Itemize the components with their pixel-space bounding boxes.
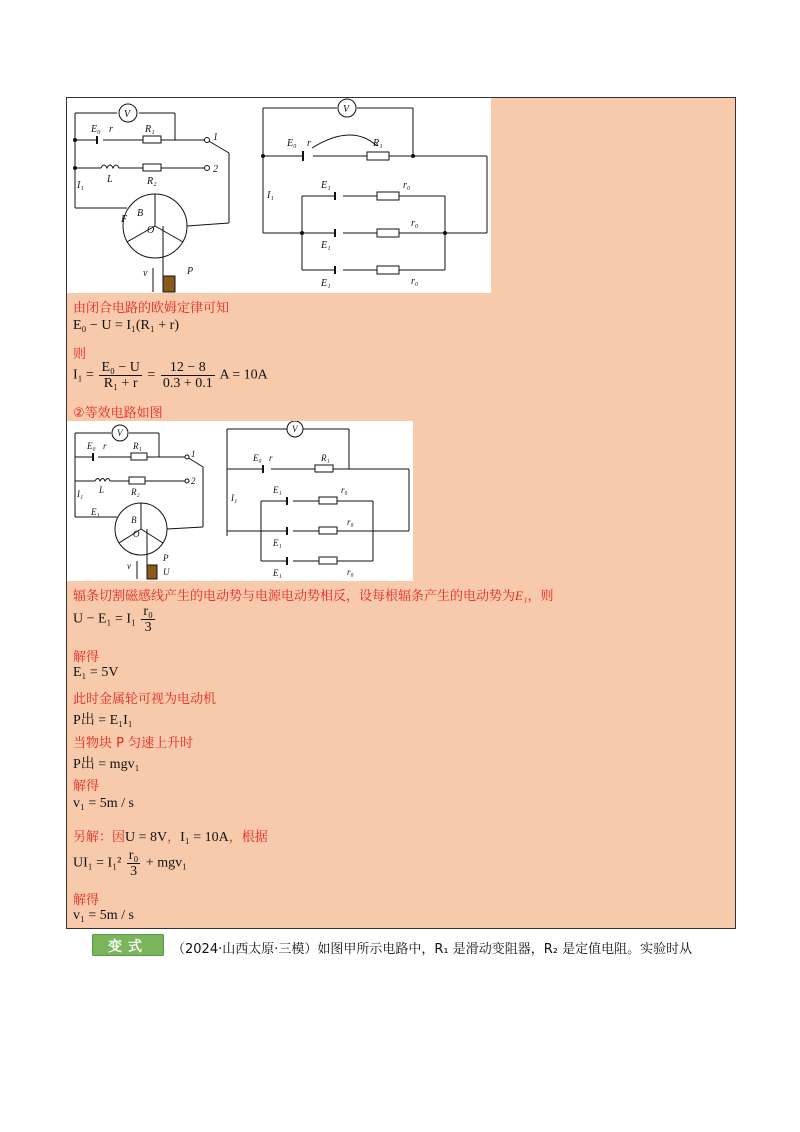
equation-8 <box>73 848 187 879</box>
fig1-i1-label: I₁ <box>77 180 84 191</box>
fig2-p-label: P <box>163 553 169 563</box>
fig1-e1-a-label: E₁ <box>321 180 331 191</box>
equation-9: v₁ = 5m / s <box>73 908 135 923</box>
fig2-right-r1-label: R₁ <box>321 453 330 463</box>
eq3-den: 3 <box>144 620 152 635</box>
fig2-e1-c-label: E₁ <box>273 568 282 578</box>
fig1-right-i1-label: I₁ <box>267 190 274 201</box>
fig1-l-label: L <box>107 174 113 185</box>
solve-text-1: 解得 <box>73 650 100 665</box>
fig2-e1-a-label: E₁ <box>273 485 282 495</box>
equation-2: I₁ = $\frac{\text{E₀ − U}}{\text{R₁ + r}}$ = $\frac{12 - 8}{0.3 + 0.1}$ A = 10A <box>73 360 268 391</box>
fig1-r1-label: R₁ <box>145 124 155 135</box>
alt-suffix: ，根据 <box>228 830 268 845</box>
fig2-right-r-label: r <box>269 453 273 463</box>
alt-solution-line <box>73 826 268 846</box>
fig2-right-e0-label: E₀ <box>253 453 262 463</box>
fig2-l-label: L <box>99 485 105 495</box>
fig1-v-label: V <box>124 109 131 120</box>
variant-badge <box>92 934 164 956</box>
fig2-r0-b-label: r₀ <box>347 517 354 527</box>
fig1-v-speed-label: v <box>143 268 148 279</box>
spoke-emf-var: E₁ <box>515 588 528 603</box>
fig2-v-speed-label: v <box>127 561 131 571</box>
fig2-one-label: 1 <box>191 449 196 459</box>
alt-comma: ， <box>167 830 181 845</box>
eq8-fraction <box>127 848 141 879</box>
equation-6: P出 = mgv₁ <box>73 757 140 772</box>
equation-7: v₁ = 5m / s <box>73 796 135 811</box>
fig1-right-e0-label: E₀ <box>287 138 297 149</box>
fig1-p-label: P <box>187 266 194 277</box>
alt-i: I₁ = 10A <box>180 830 229 845</box>
fig1-r0-a-label: r₀ <box>403 180 411 191</box>
fig1-r2-label: R₂ <box>147 176 157 187</box>
eq2-frac2-den: 0.3 + 0.1 <box>162 376 213 391</box>
eq8-lhs: UI₁ = I₁² <box>73 855 122 871</box>
eq8-rhs: + mgv₁ <box>145 855 188 871</box>
circuit-diagram-2 <box>67 421 413 581</box>
eq2-fraction-2 <box>161 360 215 391</box>
fig2-v-label-right: V <box>292 424 298 434</box>
fig2-r0-a-label: r₀ <box>341 485 348 495</box>
spoke-emf-then: ，则 <box>527 589 554 604</box>
variant-question-header <box>92 934 792 958</box>
circuit-diagram-1 <box>67 98 491 293</box>
fig2-o-label: O <box>133 529 140 539</box>
fig1-r0-b-label: r₀ <box>411 218 419 229</box>
eq2-frac1-num: E₀ − U <box>101 360 140 375</box>
fig1-right-r1-label: R₁ <box>373 138 383 149</box>
fig2-e1-b-label: E₁ <box>273 538 282 548</box>
spoke-emf-text <box>73 585 554 604</box>
alt-prefix: 另解：因 <box>73 830 126 845</box>
fig2-i1-label: I₁ <box>77 489 84 499</box>
eq2-lhs: I₁ = <box>73 367 94 383</box>
fig2-r-label: r <box>103 441 107 451</box>
fig1-e1-b-label: E₁ <box>321 240 331 251</box>
motor-text: 此时金属轮可视为电动机 <box>73 692 217 707</box>
fig2-r1-label: R₁ <box>133 441 142 451</box>
eq3-num: r₀ <box>143 604 153 619</box>
fig1-f-label: F <box>121 214 128 225</box>
eq3-lhs: U − E₁ = I₁ <box>73 611 136 627</box>
fig1-right-r-label: r <box>307 138 311 149</box>
equation-1: E₀ − U = I₁(R₁ + r) <box>73 318 179 333</box>
equation-3 <box>73 604 157 635</box>
fig1-one-label: 1 <box>213 132 218 143</box>
fig2-two-label: 2 <box>191 476 196 486</box>
fig2-r2-label: R₂ <box>131 487 140 497</box>
eq2-frac1-den: R₁ + r <box>103 376 138 391</box>
fig1-o-label: O <box>147 225 155 236</box>
fig2-r0-c-label: r₀ <box>347 567 354 577</box>
variant-badge-label: 变式 <box>108 939 148 955</box>
fig1-r-label: r <box>109 124 113 135</box>
fig1-b-label: B <box>137 208 144 219</box>
uniform-rise-text: 当物块 P 匀速上升时 <box>73 736 194 751</box>
eq2-result: A = 10A <box>219 367 268 383</box>
variant-question-text: （2024·山西太原·三模）如图甲所示电路中，R₁ 是滑动变阻器，R₂ 是定值电阻。实验时从 <box>172 942 693 957</box>
equation-5: P出 = E₁I₁ <box>73 713 133 728</box>
solution-panel <box>66 97 736 929</box>
ohm-law-intro: 由闭合电路的欧姆定律可知 <box>73 301 230 316</box>
fig1-r0-c-label: r₀ <box>411 276 419 287</box>
fig1-e1-c-label: E₁ <box>321 278 331 289</box>
eq2-fraction-1 <box>99 360 141 391</box>
eq3-fraction <box>141 604 155 635</box>
circuit-figure-1 <box>67 98 491 293</box>
fig2-v-label: V <box>117 428 123 438</box>
fig2-e1-label: E₁ <box>91 507 100 517</box>
eq8-num: r₀ <box>128 848 139 863</box>
eq2-frac2-num: 12 − 8 <box>161 360 215 376</box>
alt-u: U = 8V <box>125 830 168 845</box>
fig2-u-label: U <box>163 567 170 577</box>
equation-4: E₁ = 5V <box>73 665 119 680</box>
solve-text-2: 解得 <box>73 779 100 794</box>
fig2-e0-label: E₀ <box>87 441 96 451</box>
eq8-den: 3 <box>130 864 138 879</box>
solve-text-3: 解得 <box>73 893 100 908</box>
spoke-emf-main: 辐条切割磁感线产生的电动势与电源电动势相反，设每根辐条产生的电动势为 <box>73 589 516 604</box>
then-text: 则 <box>73 347 87 362</box>
fig1-e0-label: E₀ <box>91 124 101 135</box>
fig1-two-label: 2 <box>213 164 218 175</box>
equivalent-circuit-text: ②等效电路如图 <box>73 406 163 421</box>
fig1-v-label-right: V <box>343 104 350 115</box>
circuit-figure-2 <box>67 421 413 581</box>
fig2-b-label: B <box>131 515 137 525</box>
fig2-right-i1-label: I₁ <box>231 493 238 503</box>
